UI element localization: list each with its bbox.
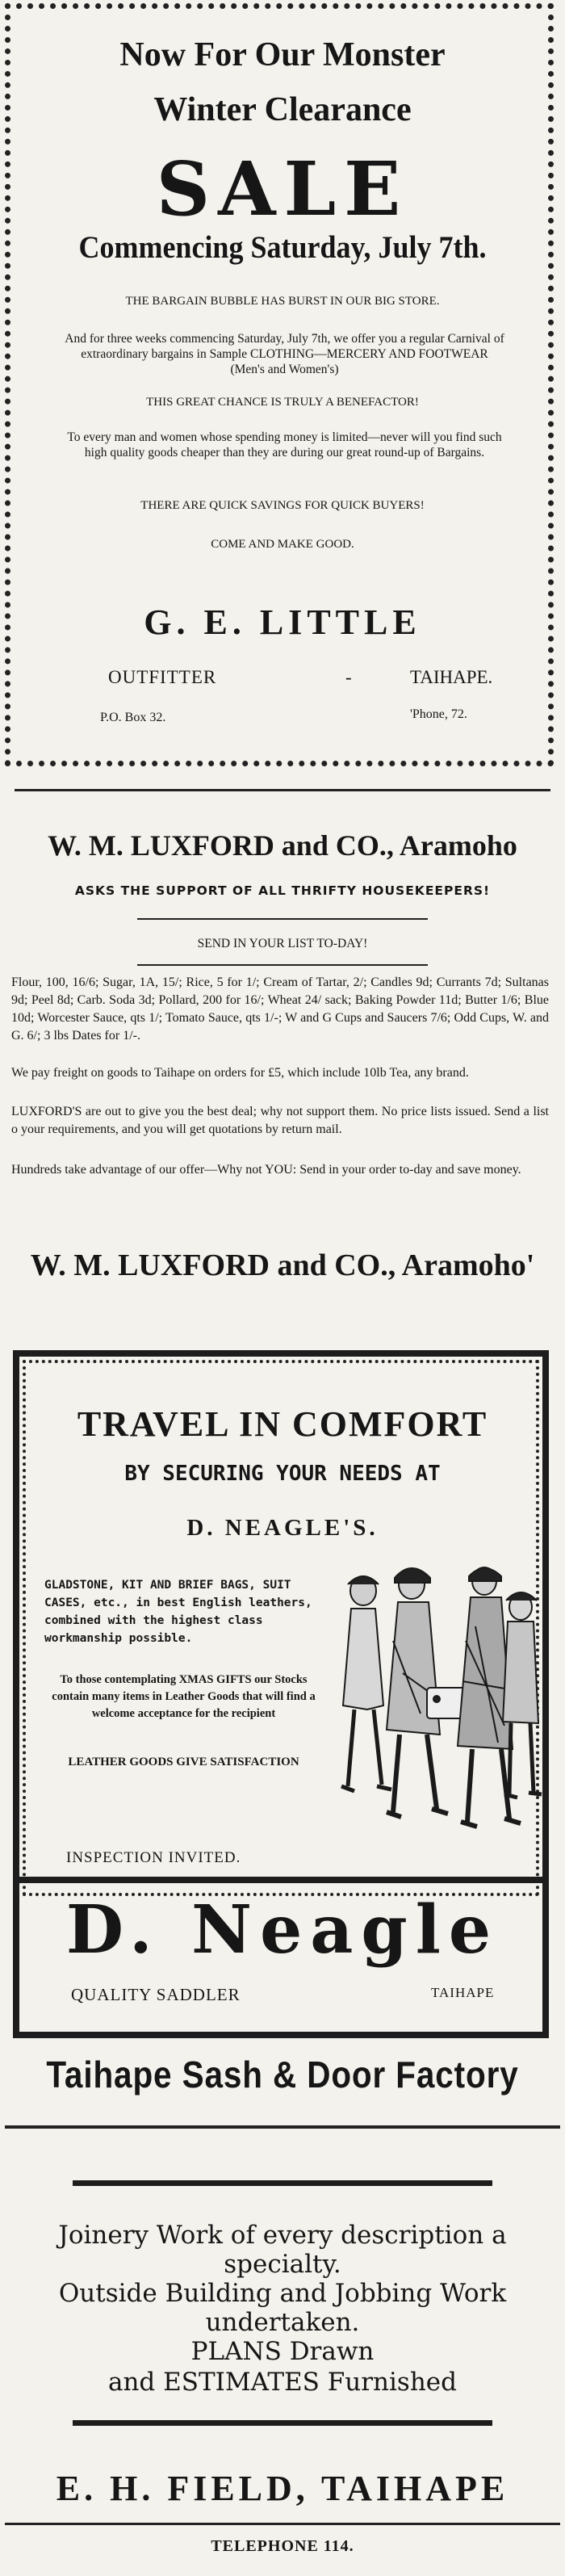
ornamental-bar bbox=[73, 2180, 492, 2186]
bags-paragraph: GLADSTONE, KIT AND BRIEF BAGS, SUIT CASES, etc., in best English leathers, combined with the highest class workmanship possible. bbox=[44, 1579, 312, 1645]
proprietor-name: E. H. FIELD, TAIHAPE bbox=[56, 2469, 509, 2508]
freight-paragraph: We pay freight on goods to Taihape on orders for £5, which include 10lb Tea, any brand. bbox=[11, 1066, 469, 1080]
po-box: P.O. Box 32. bbox=[100, 711, 166, 724]
commencing-date: Commencing Saturday, July 7th. bbox=[78, 229, 487, 265]
inspection-line: INSPECTION INVITED. bbox=[66, 1849, 241, 1866]
estimates-text: and ESTIMATES Furnished bbox=[107, 2368, 457, 2397]
joinery-text: Joinery Work of every description a specialty. bbox=[58, 2221, 507, 2279]
hundreds-paragraph: Hundreds take advantage of our offer—Why not YOU: Send in your order to-day and save money. bbox=[11, 1163, 521, 1177]
send-list-line: SEND IN YOUR LIST TO-DAY! bbox=[197, 937, 368, 950]
divider bbox=[5, 2523, 560, 2525]
trade-label: OUTFITTER bbox=[108, 667, 217, 687]
brand-name: D. Neagle bbox=[65, 1891, 500, 1969]
firm-heading: W. M. LUXFORD and CO., Aramoho bbox=[48, 829, 517, 862]
deal-paragraph: LUXFORD'S are out to give you the best deal; why not support them. No price lists issued. Send a list o your requirements, and you will get quotations by return mail. bbox=[11, 1105, 549, 1136]
merchant-name: G. E. LITTLE bbox=[144, 602, 421, 642]
short-divider bbox=[137, 918, 428, 920]
factory-heading: Taihape Sash & Door Factory bbox=[46, 2054, 519, 2096]
headline-line-1: Now For Our Monster bbox=[119, 36, 446, 73]
town-label: TAIHAPE. bbox=[410, 667, 493, 687]
frame-top bbox=[13, 1350, 549, 1357]
jobbing-text: Outside Building and Jobbing Work undertaken. bbox=[58, 2279, 507, 2337]
quick-savings-line: THERE ARE QUICK SAVINGS FOR QUICK BUYERS! bbox=[140, 499, 425, 512]
benefactor-line: THIS GREAT CHANCE IS TRULY A BENEFACTOR! bbox=[146, 396, 419, 409]
shop-name: D. NEAGLE'S. bbox=[186, 1515, 379, 1541]
telephone-number: TELEPHONE 114. bbox=[211, 2537, 354, 2555]
town-label: TAIHAPE bbox=[431, 1985, 495, 2000]
support-line: ASKS THE SUPPORT OF ALL THRIFTY HOUSEKEEPERS! bbox=[74, 883, 491, 898]
ornamental-bar bbox=[73, 2420, 492, 2426]
divider bbox=[15, 789, 550, 791]
plans-text: PLANS Drawn bbox=[190, 2337, 375, 2366]
logo-frame-top bbox=[13, 1877, 549, 1883]
spending-paragraph: To every man and women whose spending money is limited—never will you find such high quality goods cheaper than they are during our great round-up of Bargains. bbox=[67, 430, 502, 459]
offer-paragraph: And for three weeks commencing Saturday, July 7th, we offer you a regular Carnival of extraordinary bargains in Sample CLOTHING—MERCERY AND FOOTWEAR (Men's and Women's) bbox=[65, 332, 504, 376]
securing-line: BY SECURING YOUR NEEDS AT bbox=[124, 1462, 441, 1486]
xmas-paragraph: To those contemplating XMAS GIFTS our Stocks contain many items in Leather Goods that will find a welcome acceptance for the recipient bbox=[52, 1673, 316, 1720]
firm-footer: W. M. LUXFORD and CO., Aramoho' bbox=[30, 1248, 535, 1282]
neagle-advertisement bbox=[0, 1334, 565, 2041]
short-divider bbox=[137, 964, 428, 966]
bargain-line: THE BARGAIN BUBBLE HAS BURST IN OUR BIG STORE. bbox=[125, 295, 440, 308]
heavy-divider bbox=[5, 2125, 560, 2129]
headline-line-2: Winter Clearance bbox=[153, 91, 412, 128]
come-line: COME AND MAKE GOOD. bbox=[211, 538, 354, 551]
leather-goods-line: LEATHER GOODS GIVE SATISFACTION bbox=[68, 1756, 299, 1768]
trade-label: QUALITY SADDLER bbox=[71, 1985, 241, 2004]
luxford-advertisement bbox=[0, 816, 565, 1332]
little-sale-advertisement bbox=[0, 0, 565, 771]
field-sash-door-advertisement bbox=[0, 2037, 565, 2576]
travellers-illustration bbox=[319, 1552, 545, 1851]
price-list: Flour, 100, 16/6; Sugar, 1A, 15/; Rice, 5 for 1/; Cream of Tartar, 2/; Candles 9d; Currants 7d; Sultanas 9d; Peel 8d; Carb. Soda 3d; Pollard, 200 for 16/; Wheat 24/ sack; Baking Powder 11d; Butter 1/6; Blue 10d; Worcester Sauce, qts 1/; Tomato Sauce, qts 1/-; W and G Cups and Saucers 7/6; Odd Cups, W. and G. 6/; 3 lbs Dates for 1/-. bbox=[11, 975, 549, 1043]
separator-dash: - bbox=[345, 667, 352, 687]
phone-number: 'Phone, 72. bbox=[410, 707, 467, 721]
travel-heading: TRAVEL IN COMFORT bbox=[77, 1404, 488, 1444]
sale-heading: SALE bbox=[156, 145, 409, 233]
